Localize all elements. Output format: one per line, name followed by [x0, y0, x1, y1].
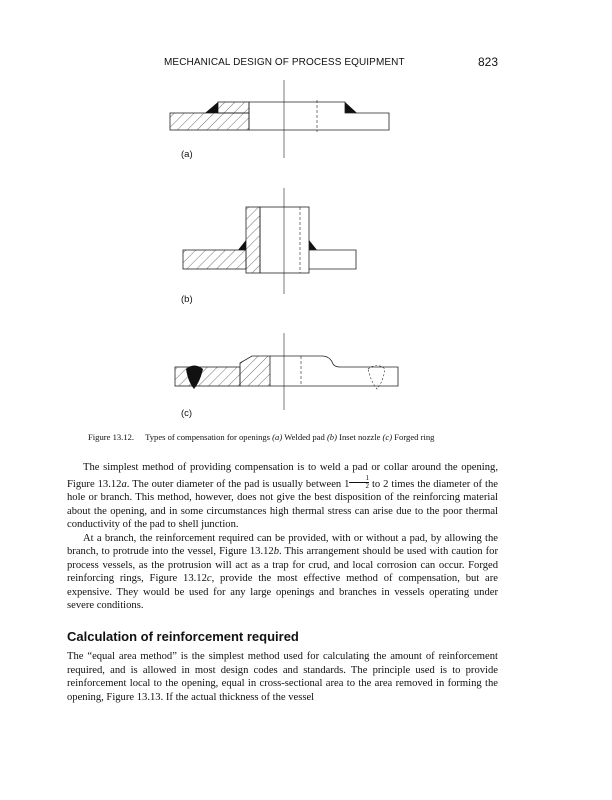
caption-tag-c: (c)	[382, 432, 393, 442]
panel-b-nozzle-bore	[260, 207, 309, 273]
panel-label-b: (b)	[181, 294, 193, 305]
p1-text-a: The simplest method of providing compensation is to weld a pad or collar around the opening, Figure 13.12	[67, 462, 498, 490]
page-number: 823	[478, 55, 499, 69]
paragraph-1	[67, 461, 498, 532]
panel-a-left-weld	[205, 102, 218, 113]
body-text-lower	[67, 650, 498, 704]
p2-text-c: , provide the most effective method of compensation, but are expensive. They would be used for any large openings and branches in vessels operating under severe conditions.	[67, 573, 498, 611]
p1-figure-ref: a	[121, 478, 127, 490]
panel-c-right-weld-outline	[368, 366, 385, 390]
caption-tag-a: (a)	[272, 432, 283, 442]
panel-c-drawing	[175, 333, 398, 410]
one-half-fraction	[349, 475, 369, 490]
section-heading: Calculation of reinforcement required	[67, 629, 299, 644]
panel-a-shell-hatch	[170, 113, 249, 130]
p2-text-a: At a branch, the reinforcement required can be provided, with or without a pad, by allowing the branch, to protrude into the vessel, Figure 13.12	[67, 532, 498, 557]
caption-lead: Types of compensation for openings	[145, 432, 273, 442]
panel-a-right-outline	[249, 102, 389, 130]
caption-text-b: Inset nozzle	[336, 432, 383, 442]
caption-text-a: Welded pad	[282, 432, 327, 442]
panel-a-right-weld	[345, 102, 357, 113]
caption-tag-b: (b)	[326, 432, 337, 442]
panel-a-drawing	[170, 80, 389, 158]
body-text-upper	[67, 461, 498, 613]
panel-c-ring-outline	[270, 356, 398, 386]
running-head: MECHANICAL DESIGN OF PROCESS EQUIPMENT	[164, 57, 405, 68]
caption-text-c: Forged ring	[392, 432, 435, 442]
paragraph-3	[67, 650, 498, 704]
panel-a-pad-hatch	[218, 102, 249, 113]
panel-b-right-shell	[309, 250, 356, 269]
panel-c-shell-hatch	[175, 367, 240, 386]
p1-text-b: . The outer diameter of the pad is usually between 1	[126, 478, 350, 490]
figure-caption	[88, 432, 434, 442]
fraction-numerator: 1	[349, 475, 369, 483]
fraction-denominator: 2	[365, 481, 369, 490]
p1-text-c: to 2 times the diameter of the hole or branch. This method, however, does not give the best disposition of the reinforcing material about the opening, and in some circumstances high thermal stress can arise due to the poor thermal conductivity of the pad to shell junction.	[67, 478, 498, 530]
p2-figure-ref-c: c	[206, 573, 212, 584]
panel-b-right-weld	[309, 240, 317, 250]
panel-b-shell-hatch	[183, 250, 246, 269]
p3-text: The “equal area method” is the simplest method used for calculating the amount of reinforcement required, and is allowed in most design codes and standards. The principle used is to provide reinforcement local to the opening, equal in cross-sectional area to the area removed in forming the opening, Figure 13.13. If the actual thickness of the vessel	[67, 651, 498, 703]
panel-b-nozzle-wall	[246, 207, 260, 273]
p2-text-b: . This arrangement should be used with caution for process vessels, as the protrusion will act as a trap for crud, and local corrosion can occur. Forged reinforcing rings, Figure 13.12	[67, 546, 498, 584]
caption-number: Figure 13.12.	[88, 432, 135, 442]
panel-label-a: (a)	[181, 149, 193, 160]
panel-label-c: (c)	[181, 408, 193, 419]
p2-figure-ref-b: b	[273, 546, 279, 557]
paragraph-2	[67, 532, 498, 613]
panel-b-drawing	[183, 188, 356, 294]
panel-c-ring-hatch	[240, 356, 270, 386]
panel-b-left-weld	[238, 240, 246, 250]
